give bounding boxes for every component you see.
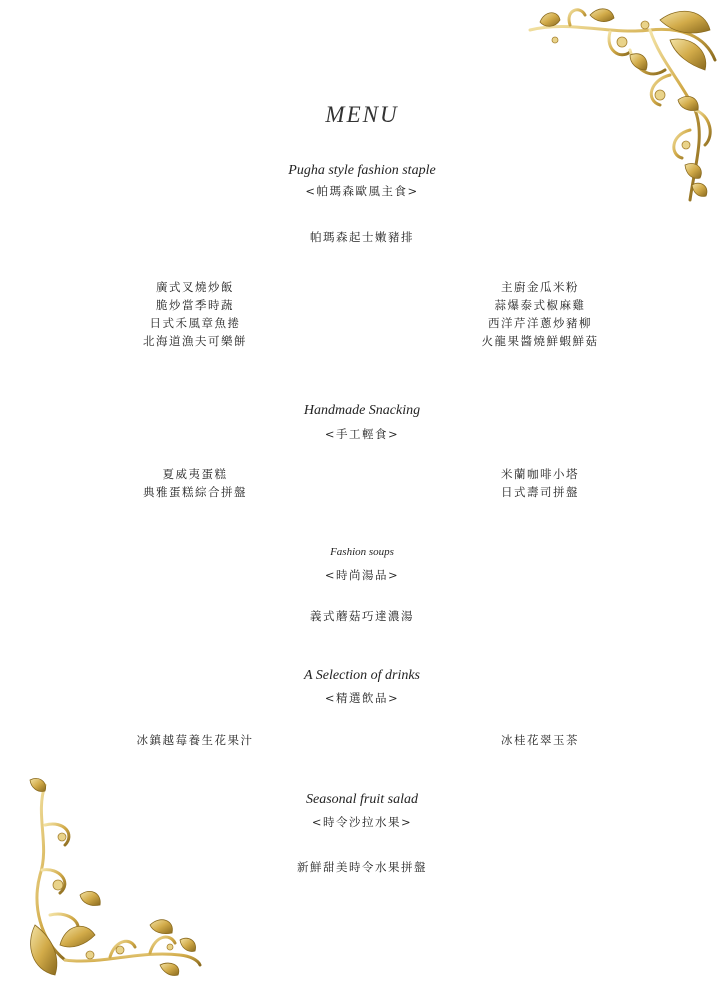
menu-item: 蒜爆泰式椒麻雞	[494, 298, 586, 312]
menu-item: 夏威夷蛋糕	[162, 467, 228, 481]
menu-item: 北海道漁夫可樂餅	[143, 334, 247, 348]
menu-column-left	[100, 465, 290, 501]
menu-item: 脆炒當季時蔬	[156, 298, 234, 312]
menu-item: 火龍果醬燒鮮蝦鮮菇	[481, 334, 599, 348]
menu-item: 主廚金瓜米粉	[501, 280, 579, 294]
menu-item: 義式蘑菇巧達濃湯	[310, 609, 414, 623]
menu-title: MENU	[325, 102, 399, 127]
menu-item: 新鮮甜美時令水果拼盤	[297, 860, 427, 874]
menu-column-right	[445, 465, 635, 501]
section-heading-en: A Selection of drinks	[304, 668, 420, 683]
section-heading-en: Seasonal fruit salad	[305, 792, 418, 807]
menu-column-right	[445, 278, 635, 350]
section-heading-en: Handmade Snacking	[303, 403, 421, 418]
section-heading-zh: <手工輕食>	[324, 427, 400, 441]
section-heading-zh: <時令沙拉水果>	[311, 815, 413, 829]
section-heading-en: Pugha style fashion staple	[288, 163, 436, 178]
section-heading-zh: <精選飲品>	[324, 691, 400, 705]
menu-item: 帕瑪森起士嫩豬排	[310, 230, 414, 244]
menu-item: 冰桂花翠玉茶	[501, 733, 579, 747]
section-heading-zh: <時尚湯品>	[324, 568, 400, 582]
section-heading-zh: <帕瑪森歐風主食>	[305, 184, 419, 198]
menu-item: 米蘭咖啡小塔	[501, 467, 579, 481]
menu-column-left	[100, 731, 290, 749]
menu-item: 典雅蛋糕綜合拼盤	[143, 485, 247, 499]
menu-item: 冰鎮越莓養生花果汁	[136, 733, 254, 747]
menu-column-left	[100, 278, 290, 350]
menu-item: 日式禾風章魚捲	[149, 316, 241, 330]
section-heading-en: Fashion soups	[330, 546, 394, 558]
menu-item: 西洋芹洋蔥炒豬柳	[488, 316, 592, 330]
menu-column-right	[445, 731, 635, 749]
menu-item: 日式壽司拼盤	[501, 485, 579, 499]
menu-item: 廣式叉燒炒飯	[156, 280, 234, 294]
